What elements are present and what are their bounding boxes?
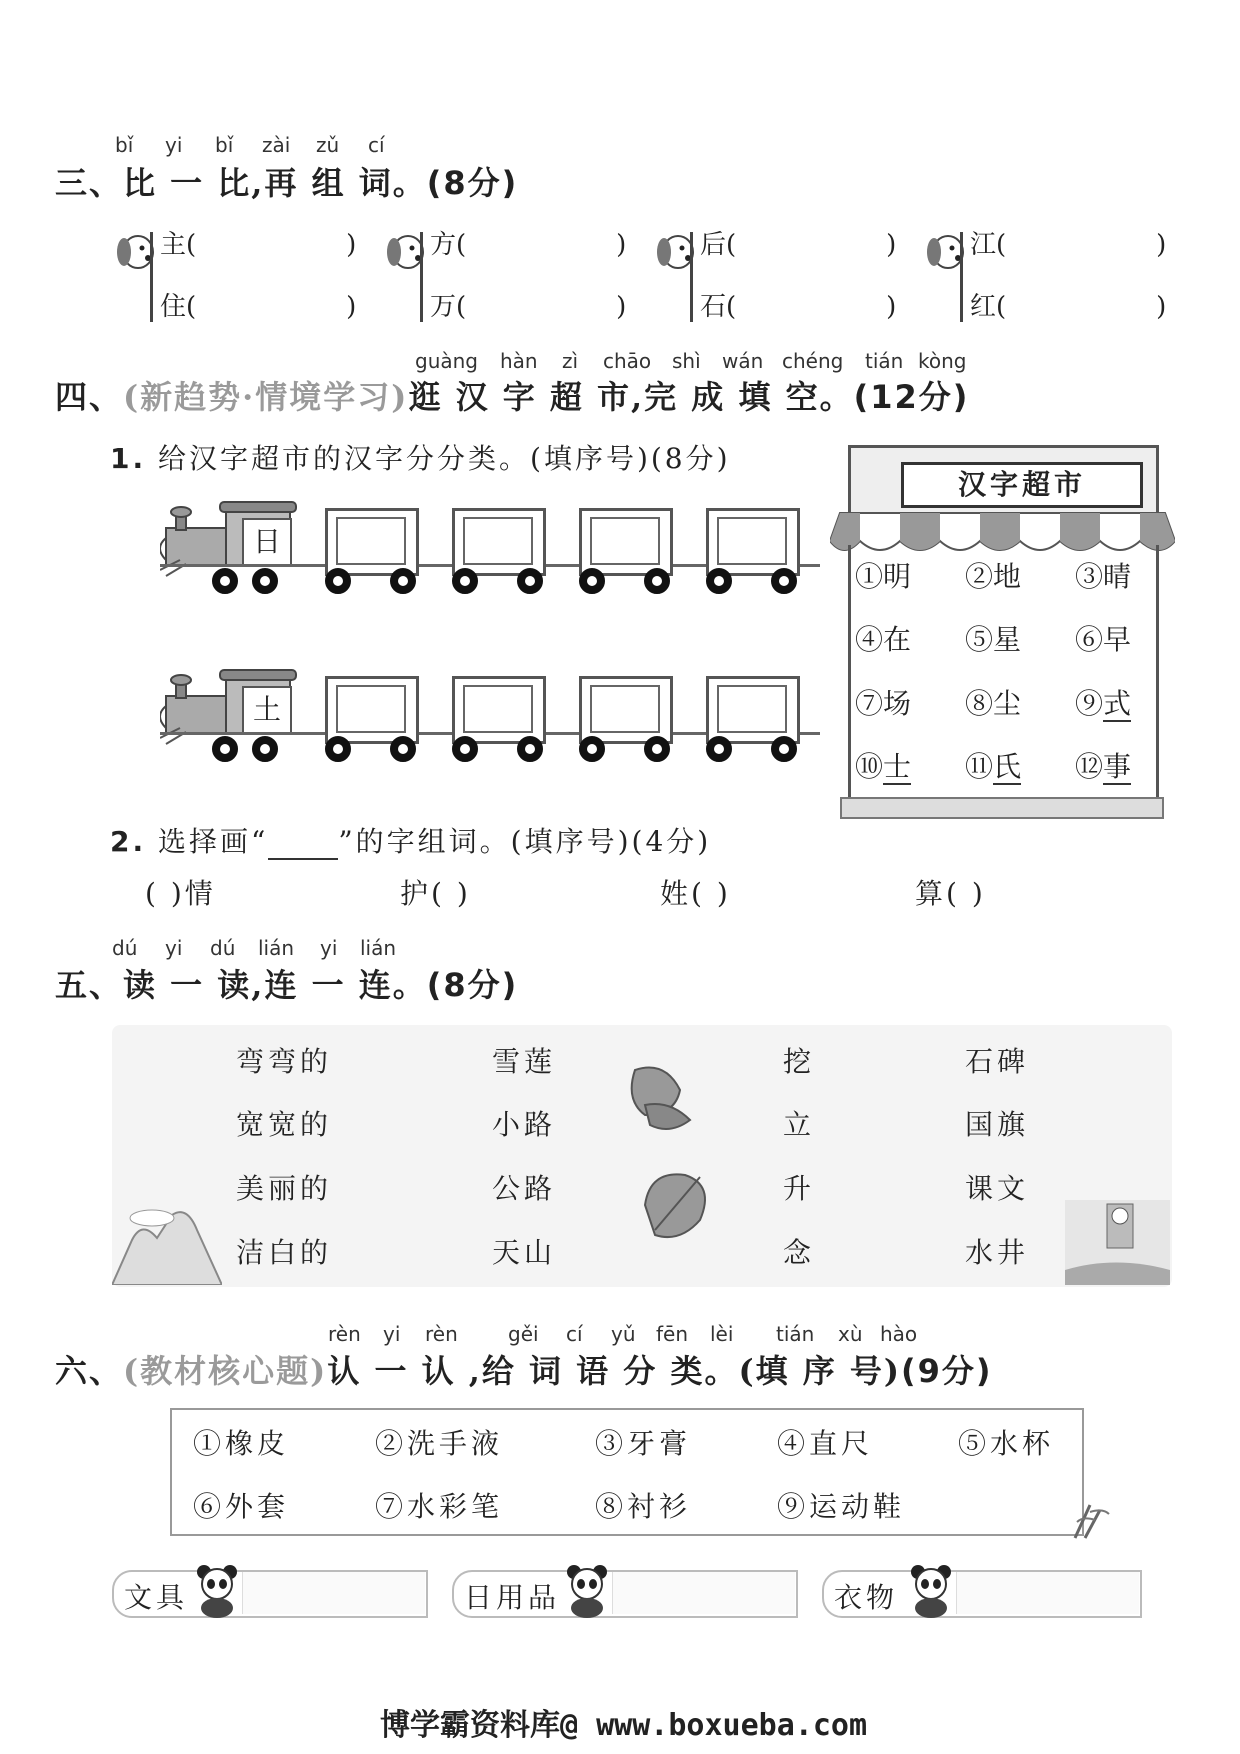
section-tag: (新趋势·情境学习)	[123, 378, 409, 416]
pinyin: kòng	[918, 349, 967, 373]
match-word[interactable]: 雪莲	[492, 1045, 557, 1078]
shop-sign: 汉字超市	[901, 462, 1143, 508]
pinyin: hàn	[500, 349, 538, 373]
pinyin: rèn	[328, 1322, 361, 1346]
footer-watermark: 博学霸资料库@ www.boxueba.com	[380, 1708, 868, 1743]
section-heading	[55, 372, 969, 418]
pinyin: tián	[865, 349, 904, 373]
train-car-answer-box[interactable]	[579, 508, 673, 576]
word-item: ⑤水杯	[958, 1427, 1055, 1460]
compare-pair	[382, 218, 632, 328]
category-daily-goods	[452, 1570, 798, 1618]
section-score: (8分)	[426, 966, 519, 1004]
pinyin: cí	[368, 133, 385, 157]
word-item: ③牙膏	[595, 1427, 692, 1460]
train-tu	[160, 666, 820, 776]
bamboo-icon	[1065, 1500, 1110, 1540]
pinyin: dú	[210, 936, 236, 960]
category-clothing	[822, 1570, 1142, 1618]
pinyin: chéng	[782, 349, 844, 373]
shop-item: ①明	[855, 560, 912, 593]
word-item: ④直尺	[777, 1427, 874, 1460]
section-title: 比 一 比,再 组 词。	[123, 164, 427, 202]
match-word[interactable]: 美丽的	[236, 1172, 333, 1205]
shop-item: ⑥早	[1075, 623, 1132, 656]
train-car-answer-box[interactable]	[325, 508, 419, 576]
category-answer-box[interactable]	[956, 1572, 1139, 1614]
pinyin: tián	[776, 1322, 815, 1346]
pair-bottom: 住( )	[160, 292, 357, 322]
category-answer-box[interactable]	[242, 1572, 425, 1614]
word-blank[interactable]: 算( )	[915, 877, 986, 910]
pinyin: xù	[838, 1322, 863, 1346]
pinyin: yi	[165, 936, 183, 960]
match-word[interactable]: 宽宽的	[236, 1108, 333, 1141]
match-word[interactable]: 国旗	[965, 1108, 1030, 1141]
shop-item: ⑧尘	[965, 687, 1022, 720]
pair-bottom: 万( )	[430, 292, 627, 322]
pinyin: yi	[320, 936, 338, 960]
panda-icon	[194, 1562, 240, 1618]
section-number: 三、	[55, 164, 124, 202]
section-score: (12分)	[853, 378, 970, 416]
pinyin: dú	[112, 936, 138, 960]
shop-item: ⑦场	[855, 687, 912, 720]
pinyin: bǐ	[115, 133, 134, 157]
mountain-icon	[112, 1200, 222, 1285]
section-score: (8分)	[426, 164, 519, 202]
word-item: ⑧衬衫	[595, 1490, 692, 1523]
shop-item: ⑫事	[1075, 750, 1132, 783]
category-char: 日	[242, 518, 292, 566]
shop-item: ③晴	[1075, 560, 1132, 593]
well-scene-icon	[1065, 1200, 1170, 1285]
pinyin: gěi	[508, 1322, 539, 1346]
category-char: 土	[242, 686, 292, 734]
section-heading	[55, 158, 518, 204]
question-1: 1. 给汉字超市的汉字分分类。(填序号)(8分)	[110, 442, 731, 475]
pair-top: 主( )	[160, 230, 357, 260]
match-word[interactable]: 立	[783, 1108, 816, 1141]
pair-bottom: 石( )	[700, 292, 897, 322]
pinyin: lèi	[710, 1322, 734, 1346]
pinyin: zài	[262, 133, 291, 157]
section-heading	[55, 960, 518, 1006]
category-stationery	[112, 1570, 428, 1618]
panda-icon	[908, 1562, 954, 1618]
train-car-answer-box[interactable]	[706, 676, 800, 744]
section-number: 五、	[55, 966, 124, 1004]
match-word[interactable]: 洁白的	[236, 1236, 333, 1269]
pinyin: wán	[722, 349, 764, 373]
match-word[interactable]: 弯弯的	[236, 1045, 333, 1078]
shop-item: ⑪氏	[965, 750, 1022, 783]
pinyin: lián	[360, 936, 397, 960]
pinyin: zǔ	[316, 133, 340, 157]
section-tag: (教材核心题)	[123, 1352, 328, 1390]
section-number: 四、	[55, 378, 124, 416]
pinyin: cí	[566, 1322, 583, 1346]
pinyin: yǔ	[611, 1322, 636, 1346]
section-number: 六、	[55, 1352, 124, 1390]
section-title: 读 一 读,连 一 连。	[123, 966, 427, 1004]
train-car-answer-box[interactable]	[325, 676, 419, 744]
word-item: ①橡皮	[193, 1427, 290, 1460]
question-2: 2. 选择画“ ”的字组词。(填序号)(4分)	[110, 825, 712, 858]
match-word[interactable]: 小路	[492, 1108, 557, 1141]
match-word[interactable]: 升	[783, 1172, 816, 1205]
train-car-answer-box[interactable]	[452, 676, 546, 744]
word-blank[interactable]: 护( )	[400, 877, 471, 910]
pair-top: 江( )	[970, 230, 1167, 260]
word-item: ⑦水彩笔	[375, 1490, 504, 1523]
category-answer-box[interactable]	[612, 1572, 795, 1614]
pair-top: 后( )	[700, 230, 897, 260]
pinyin: yi	[165, 133, 183, 157]
match-word[interactable]: 天山	[492, 1236, 557, 1269]
pinyin: chāo	[603, 349, 652, 373]
section-title: 逛 汉 字 超 市,完 成 填 空。	[408, 378, 854, 416]
pinyin: lián	[258, 936, 295, 960]
word-blank[interactable]: ( )情	[145, 877, 216, 910]
section-heading	[55, 1346, 993, 1392]
pinyin: shì	[672, 349, 701, 373]
shop-item: ⑤星	[965, 623, 1022, 656]
match-word[interactable]: 课文	[965, 1172, 1030, 1205]
section-title: 认 一 认 ,给 词 语 分 类。(填 序 号)	[327, 1352, 902, 1390]
shop-item: ④在	[855, 623, 912, 656]
pinyin: hào	[880, 1322, 918, 1346]
compare-pair	[922, 218, 1172, 328]
train-car-answer-box[interactable]	[452, 508, 546, 576]
pair-top: 方( )	[430, 230, 627, 260]
word-item: ⑥外套	[193, 1490, 290, 1523]
leaf-icon	[625, 1060, 695, 1140]
word-item: ②洗手液	[375, 1427, 504, 1460]
pair-bottom: 红( )	[970, 292, 1167, 322]
word-blank[interactable]: 姓( )	[660, 877, 731, 910]
pinyin: fēn	[656, 1322, 689, 1346]
pinyin: guàng	[415, 349, 478, 373]
train-ri	[160, 498, 820, 608]
pinyin: bǐ	[215, 133, 234, 157]
match-word[interactable]: 公路	[492, 1172, 557, 1205]
shop-item: ②地	[965, 560, 1022, 593]
shop-item: ⑨式	[1075, 687, 1132, 720]
category-label: 文具	[124, 1581, 189, 1614]
word-item: ⑨运动鞋	[777, 1490, 906, 1523]
train-car-answer-box[interactable]	[579, 676, 673, 744]
pinyin: yi	[383, 1322, 401, 1346]
category-label: 衣物	[834, 1581, 899, 1614]
compare-pair	[652, 218, 902, 328]
section-score: (9分)	[901, 1352, 993, 1390]
match-word[interactable]: 水井	[965, 1236, 1030, 1269]
shop-item: ⑩士	[855, 750, 912, 783]
panda-icon	[564, 1562, 610, 1618]
pinyin: rèn	[425, 1322, 458, 1346]
pinyin: zì	[562, 349, 579, 373]
match-word[interactable]: 挖	[783, 1045, 816, 1078]
category-label: 日用品	[464, 1581, 561, 1614]
match-word[interactable]: 念	[783, 1236, 816, 1269]
leaf-icon	[640, 1165, 715, 1245]
match-word[interactable]: 石碑	[965, 1045, 1030, 1078]
compare-pair	[112, 218, 362, 328]
train-car-answer-box[interactable]	[706, 508, 800, 576]
